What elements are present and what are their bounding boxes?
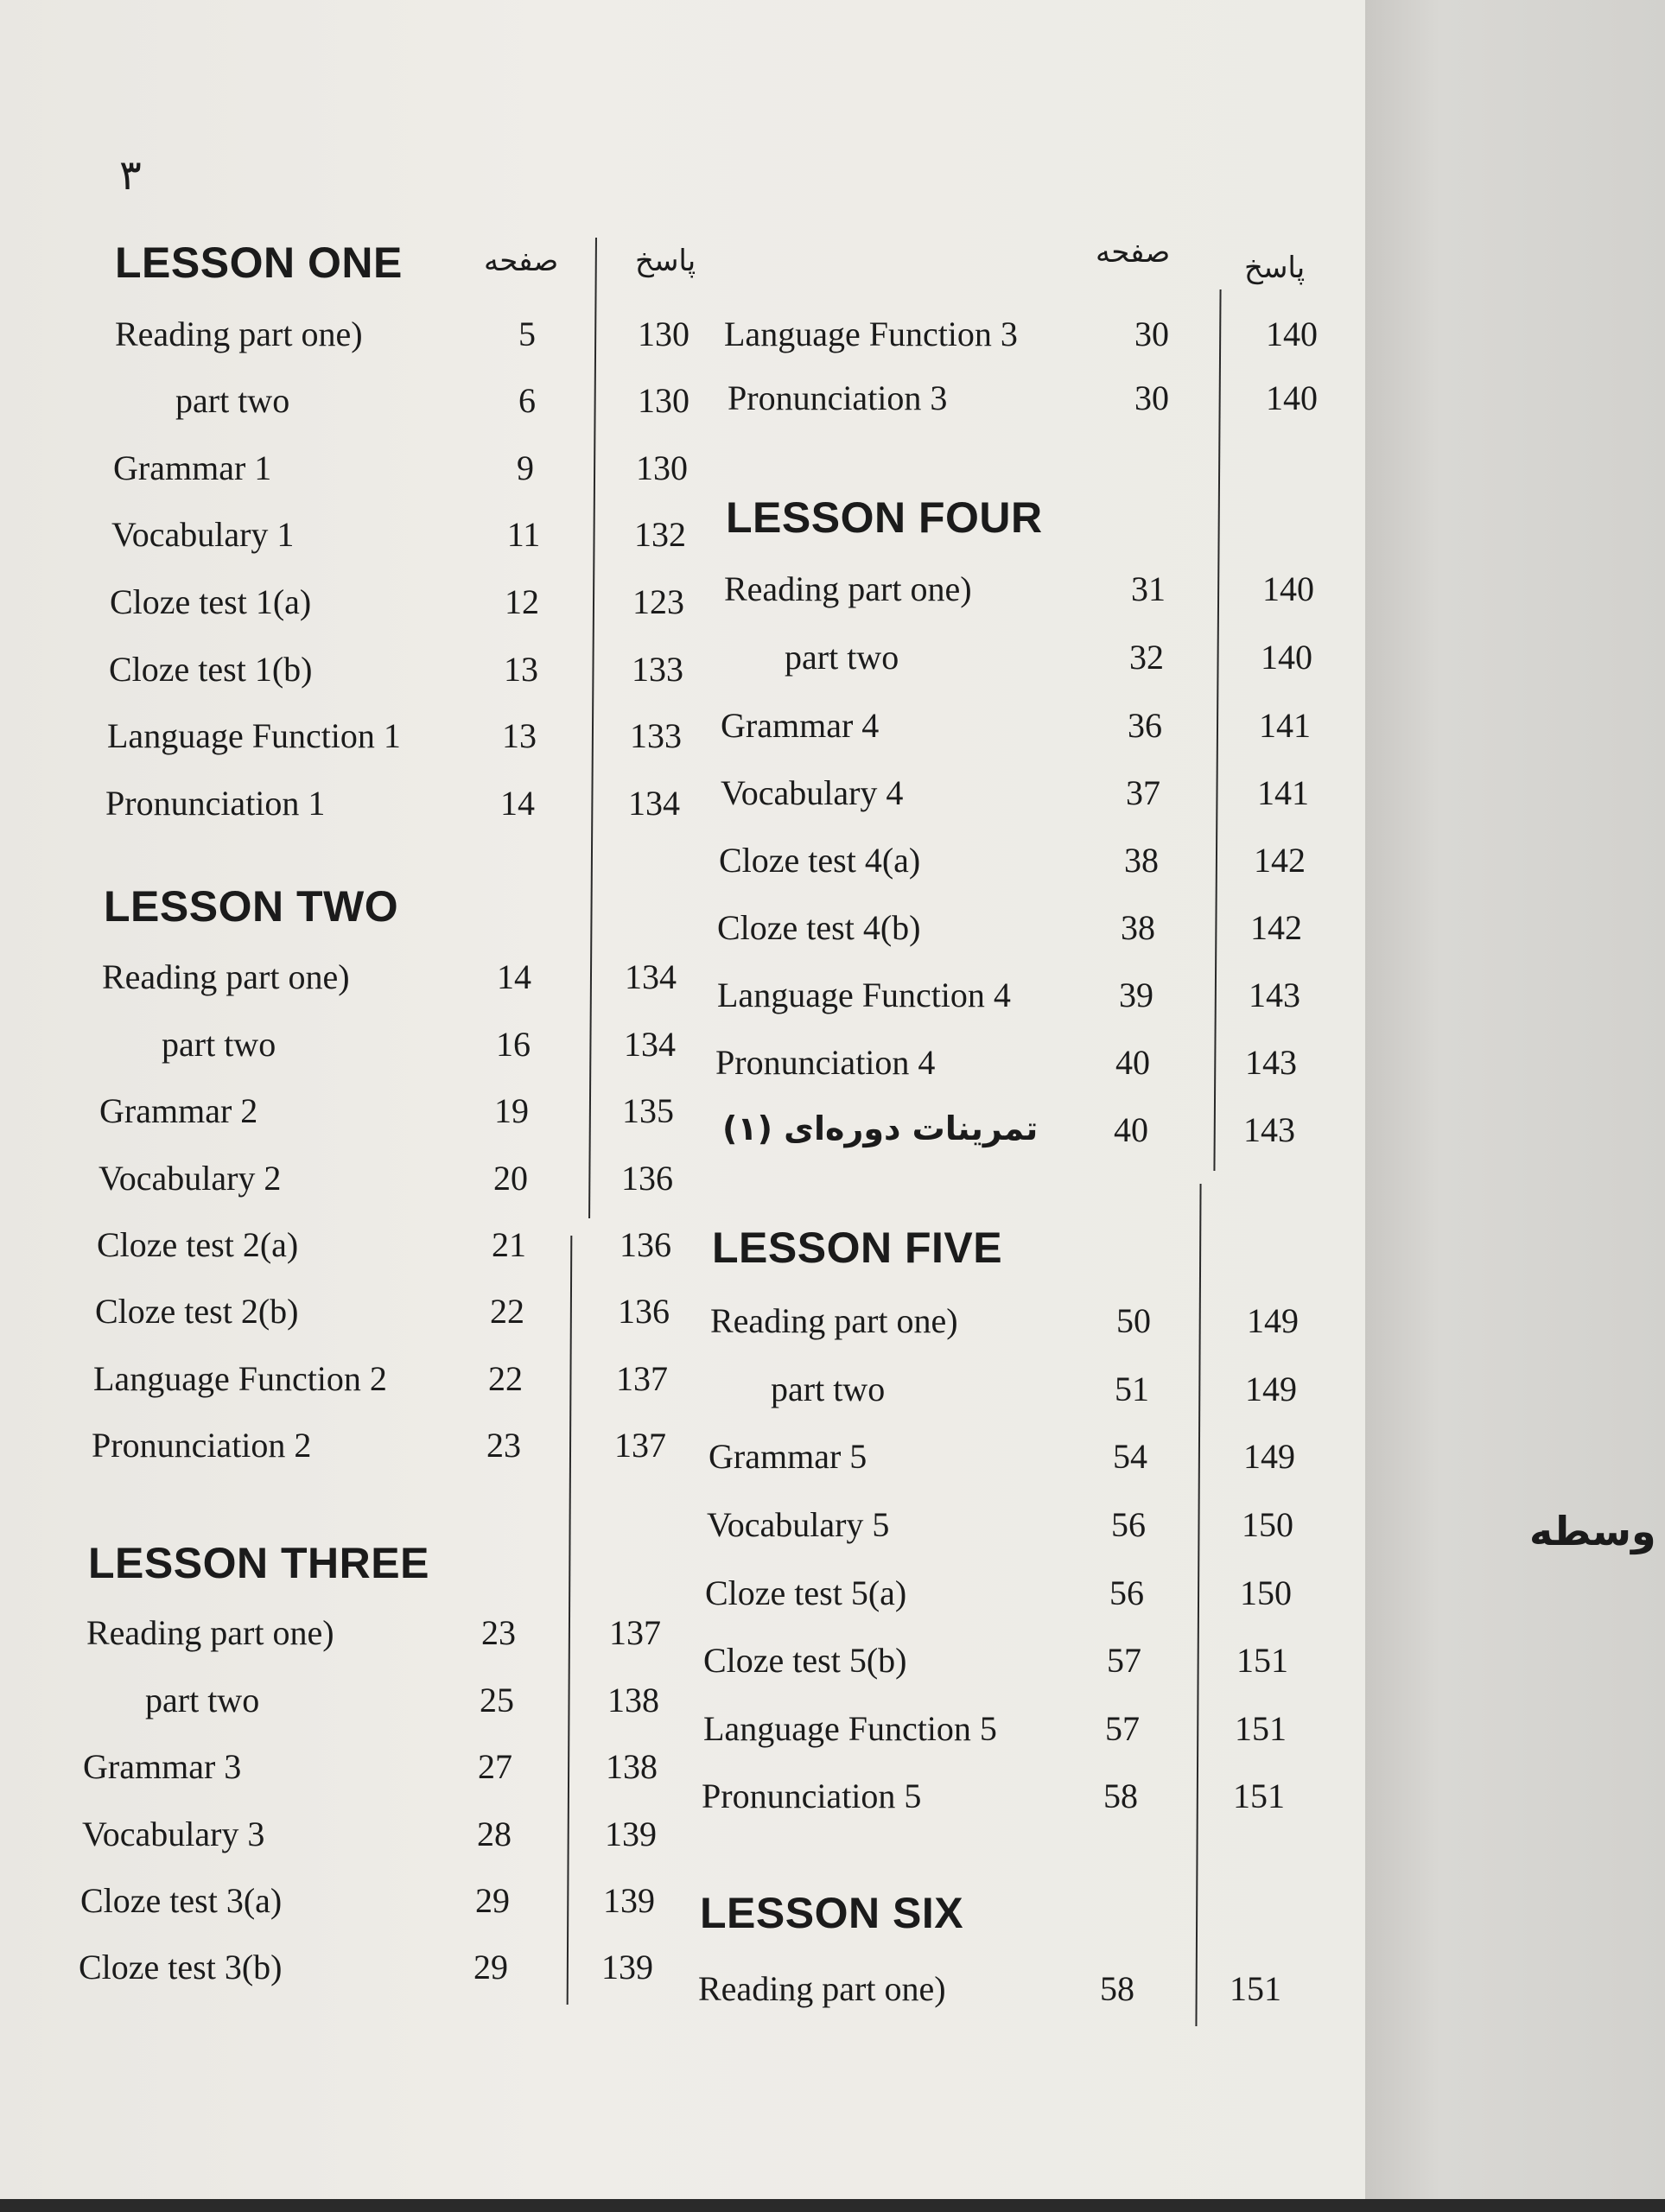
left-page-column-header: صفحه bbox=[484, 244, 559, 278]
lesson-four-title: LESSON FOUR bbox=[726, 493, 1043, 542]
lesson-three-title: LESSON THREE bbox=[88, 1539, 429, 1587]
left-column-divider-upper bbox=[588, 238, 597, 1218]
background-edge bbox=[0, 2199, 1665, 2212]
right-column-divider-upper bbox=[1213, 289, 1221, 1171]
adjacent-page-text: وسطه bbox=[1529, 1508, 1656, 1554]
book-page: ٣ صفحه پاسخ صفحه پاسخ LESSON ONE Reading part one) 5 130 part two 6 130 Grammar 1 9 130 Vocabulary 1 11 132 Cloze test 1(a) 12 123 Cloze test 1(b) 13 133 Language Function 1 13 133 Pronunciation 1 14 134 LESSON TWO Reading part one) 14 134 part two 16 134 Grammar 2 19 135 Vocabulary 2 20 136 Cloze test 2(a) 21 136 Cloze test 2(b) 22 136 Language Function 2 22 137 Pronunciation 2 23 137 LESSON THREE Reading part one) 23 137 part two 25 138 Grammar 3 27 138 Vocabulary 3 28 139 Cloze test 3(a) 29 139 Cloze test 3(b) 29 139 Language Function 3 30 140 Pronunciation 3 30 140 LESSON FOUR Reading part one) 31 140 part two 32 140 Grammar 4 36 141 Vocabulary 4 37 141 Cloze test 4(a) 38 142 Cloze test 4(b) 38 142 Language Function 4 39 143 Pronunciation 4 40 143 تمرینات دوره‌ای (۱) 40 143 LESSON FIVE Reading part one) 50 149 part two 51 149 Grammar 5 54 149 Vocabulary 5 56 150 Cloze test 5(a) 56 150 Cloze test 5(b) 57 151 Language Function 5 57 151 Pronunciation 5 58 151 LESSON SIX Reading part one) 58 151 bbox=[0, 0, 1365, 2199]
right-column-divider-lower bbox=[1195, 1184, 1201, 2026]
lesson-five-title: LESSON FIVE bbox=[712, 1224, 1003, 1272]
lesson-two-title: LESSON TWO bbox=[104, 882, 399, 931]
left-answer-column-header: پاسخ bbox=[635, 244, 696, 278]
right-answer-column-header: پاسخ bbox=[1244, 251, 1306, 285]
adjacent-page bbox=[1365, 0, 1665, 2199]
lesson-six-title: LESSON SIX bbox=[700, 1889, 964, 1937]
lesson-one-title: LESSON ONE bbox=[115, 238, 403, 287]
page-number: ٣ bbox=[119, 151, 142, 200]
left-column-divider-lower bbox=[567, 1236, 573, 2005]
right-page-column-header: صفحه bbox=[1096, 235, 1171, 270]
